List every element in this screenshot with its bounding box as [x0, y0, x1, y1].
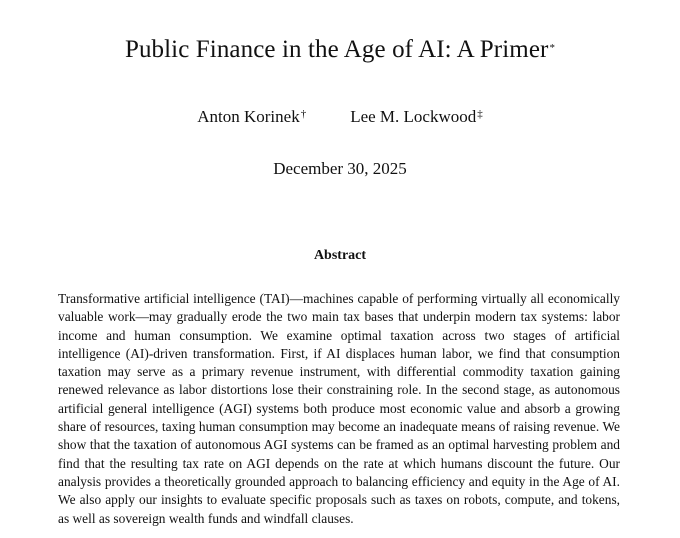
author-lockwood [350, 106, 483, 128]
author-footnote-mark: ‡ [477, 108, 483, 120]
author-name: Lee M. Lockwood [350, 107, 477, 126]
abstract-heading: Abstract [313, 248, 367, 263]
author-list [0, 106, 680, 128]
paper-date: December 30, 2025 [273, 159, 407, 178]
abstract-text: Transformative artificial intelligence (TAI)—machines capable of performing virtually all economically valuable work—may gradually erode the two main tax bases that underpin modern tax systems: labor income and human consumption. We examine optimal taxation across two stages of artificial intelligence (AI)-driven transformation. First, if AI displaces human labor, we find that consumption taxation may serve as a primary revenue instrument, with differential commodity taxation gaining renewed relevance as labor distortions lose their constraining role. In the second stage, as autonomous artificial general intelligence (AGI) systems both produce most economic value and absorb a growing share of resources, taxing human consumption may become an inadequate means of raising revenue. We show that the taxation of autonomous AGI systems can be framed as an optimal harvesting problem and find that the resulting tax rate on AGI depends on the rate at which humans discount the future. Our analysis provides a theoretically grounded approach to balancing efficiency and equity in the Age of AI. We also apply our insights to evaluate specific proposals such as taxes on robots, compute, and tokens, as well as sovereign wealth funds and windfall clauses. [58, 291, 620, 526]
title-footnote-mark: * [549, 42, 556, 54]
author-footnote-mark: † [300, 108, 307, 120]
author-korinek [197, 106, 306, 128]
author-name: Anton Korinek [197, 107, 300, 126]
paper-title [0, 34, 680, 66]
paper-title-text: Public Finance in the Age of AI: A Primer [124, 36, 549, 63]
